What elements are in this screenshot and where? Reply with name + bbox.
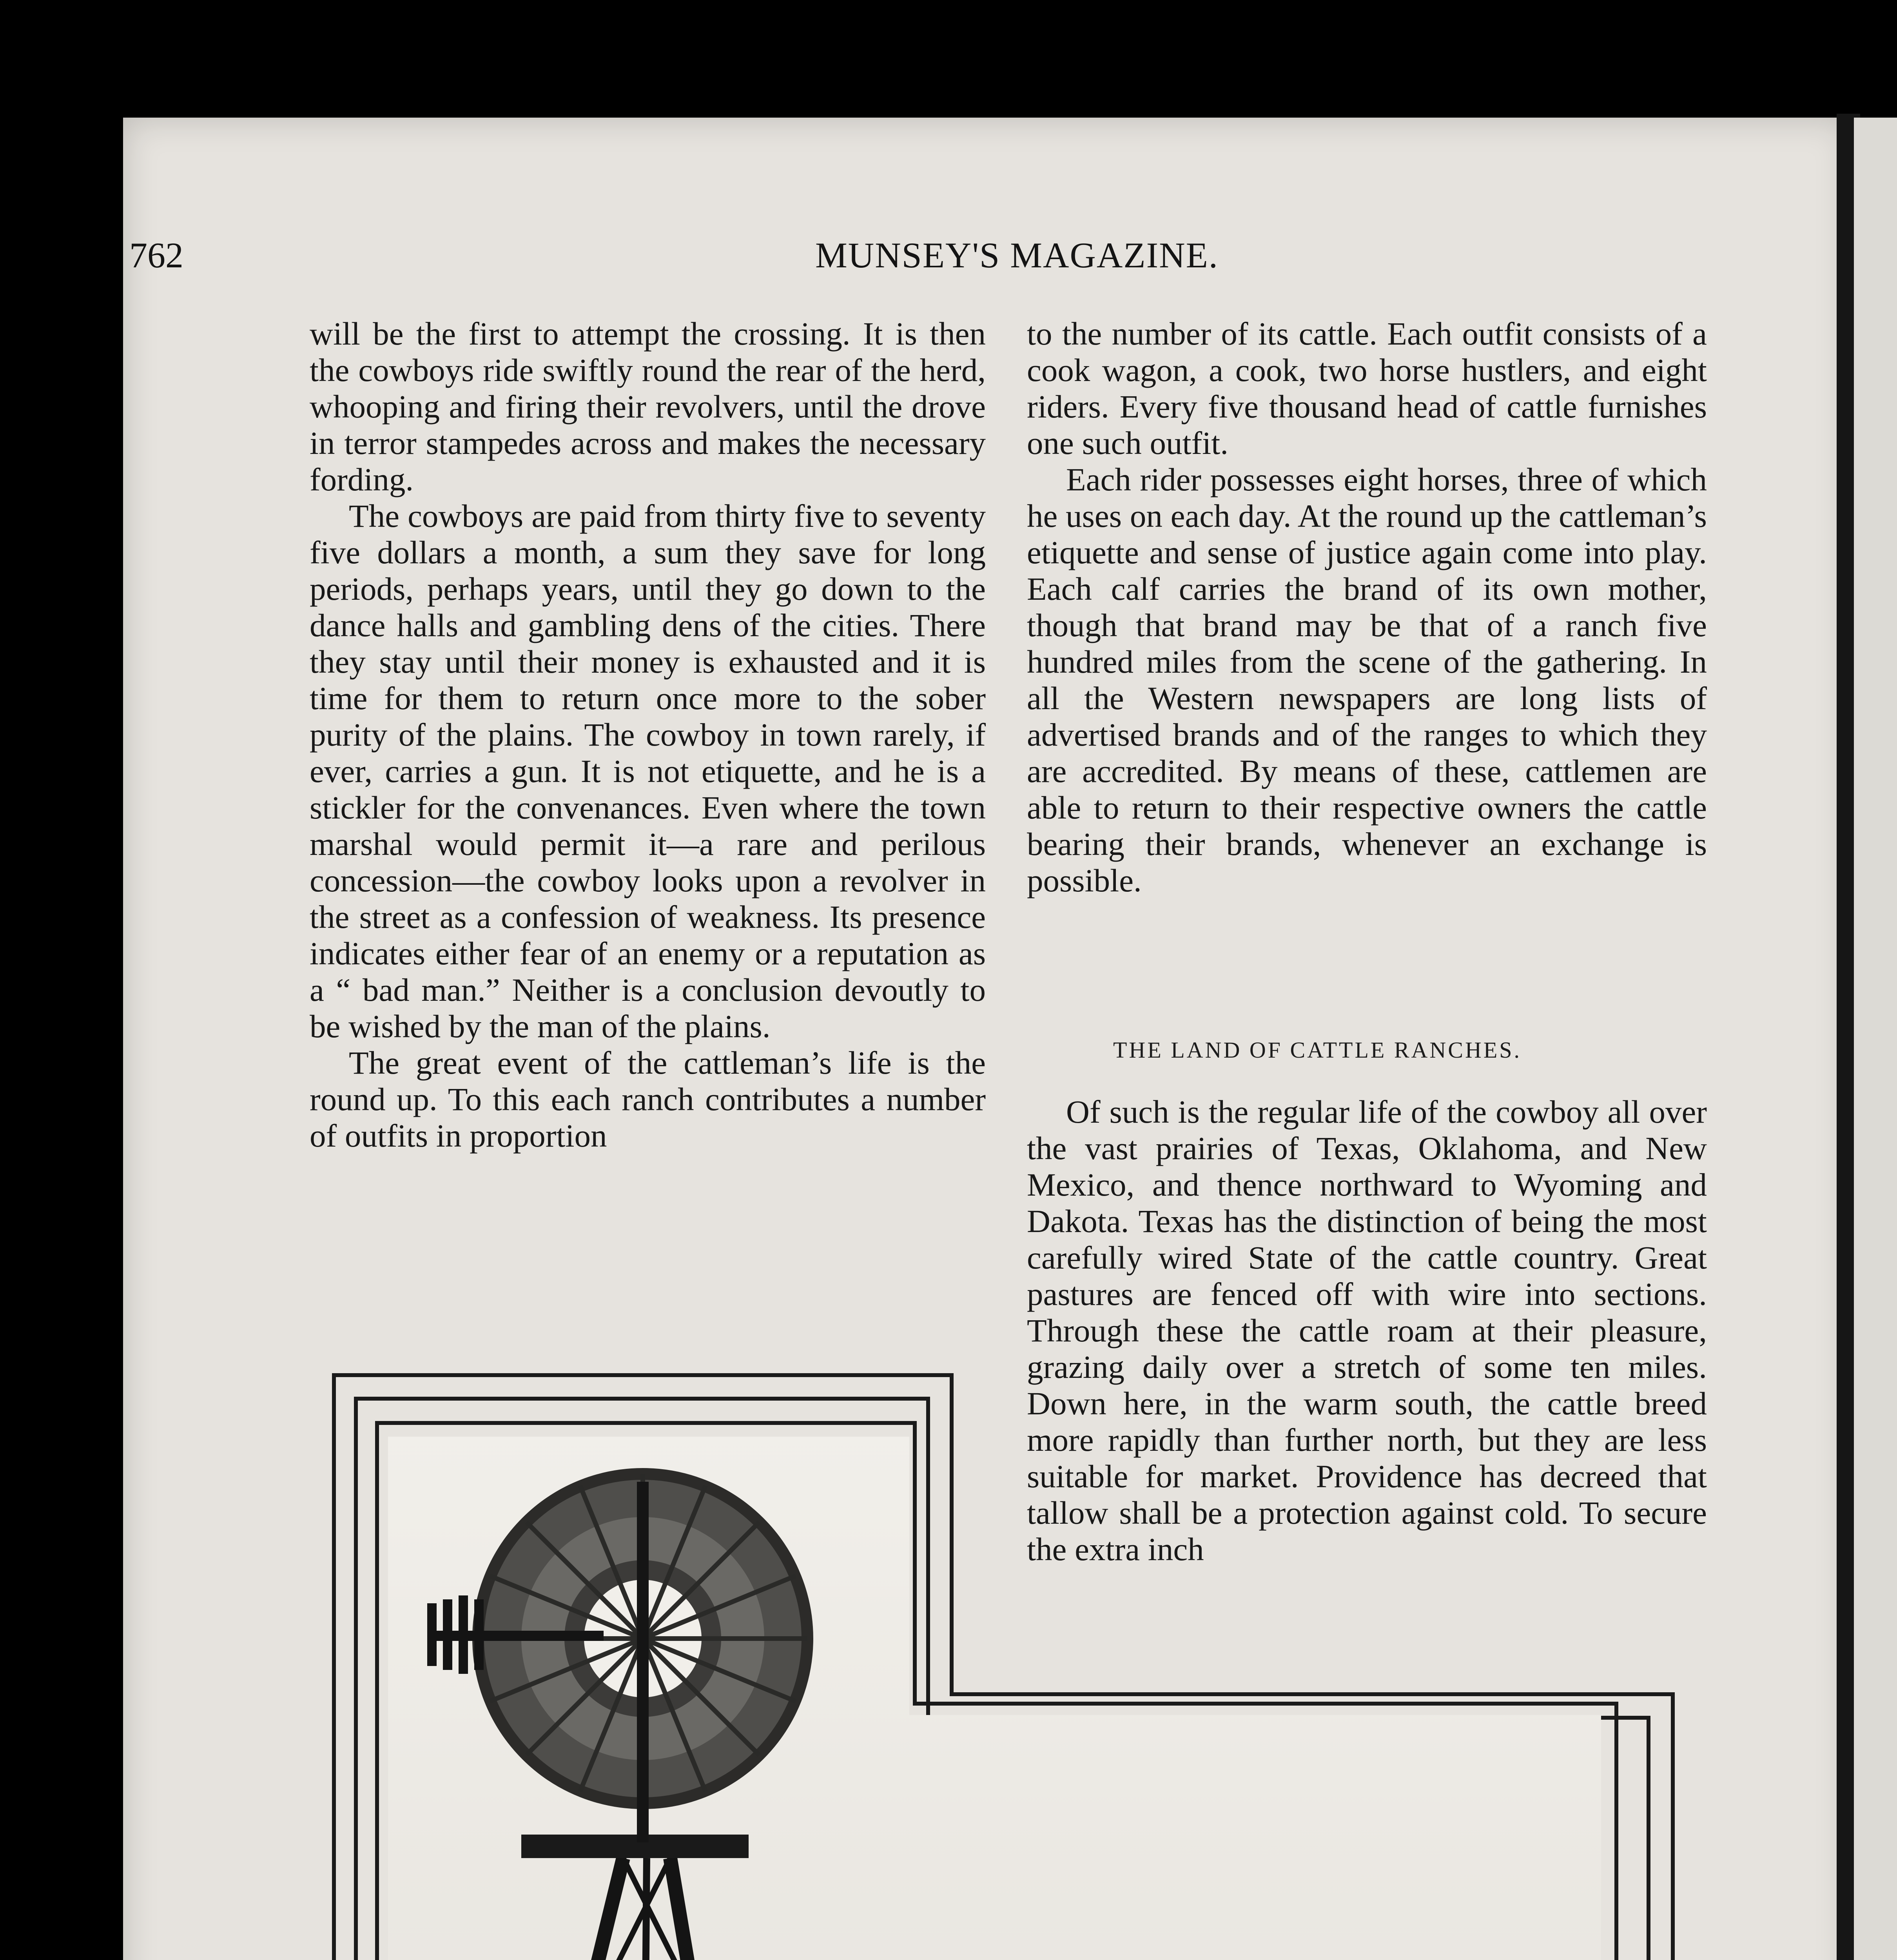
paragraph: will be the first to attempt the crossing. It is then the cowboys ride swiftly round the rear of the herd, whooping and firing their revolvers, until the drove in terror stampedes across and makes the necessary fording. xyxy=(310,316,986,497)
page-number: 762 xyxy=(129,235,183,275)
paragraph: Each rider possesses eight horses, three of which he uses on each day. At the round up the cattleman’s etiquette and sense of justice again come into play. Each calf carries the brand of its own mother, though that brand may be that of a ranch five hundred miles from the scene of the gathering. In all the Western newspapers are long lists of advertised brands and of the ranges to which they are accredited. By means of these, cattlemen are able to return to their respective owners the cattle bearing their brands, whenever an exchange is possible. xyxy=(1027,461,1707,898)
paragraph: The cowboys are paid from thirty five to seventy five dollars a month, a sum they save for long periods, perhaps years, until they go down to the dance halls and gambling dens of the cities. There they stay until their money is exhausted and it is time for them to return once more to the sober purity of the plains. The cowboy in town rarely, if ever, carries a gun. It is not etiquette, and he is a stickler for the convenances. Even where the town marshal would permit it—a rare and perilous concession—the cowboy looks upon a revolver in the street as a confession of weakness. Its presence indicates either fear of an enemy or a reputation as a “ bad man.” Neither is a conclusion devoutly to be wished by the man of the plains. xyxy=(310,498,986,1044)
section-heading: THE LAND OF CATTLE RANCHES. xyxy=(1113,1037,1522,1063)
windmill-platform xyxy=(521,1835,749,1858)
paragraph: The great event of the cattleman’s life is the round up. To this each ranch contributes a number of outfits in proportion xyxy=(310,1045,986,1154)
paragraph: Of such is the regular life of the cowboy all over the vast prairies of Texas, Oklahoma, and New Mexico, and thence northward to Wyoming and Dakota. Texas has the distinction of being the most carefully wired State of the cattle country. Great pastures are fenced off with wire into sections. Through these the cattle roam at their pleasure, grazing daily over a stretch of some ten miles. Down here, in the warm south, the cattle breed more rapidly than further north, but they are less suitable for market. Providence has decreed that tallow shall be a protection against cold. To secure the extra inch xyxy=(1027,1094,1707,1567)
paragraph: to the number of its cattle. Each outfit consists of a cook wagon, a cook, two horse hustlers, and eight riders. Every five thousand head of cattle furnishes one such outfit. xyxy=(1027,316,1707,461)
magazine-title: MUNSEY'S MAGAZINE. xyxy=(815,235,1219,275)
